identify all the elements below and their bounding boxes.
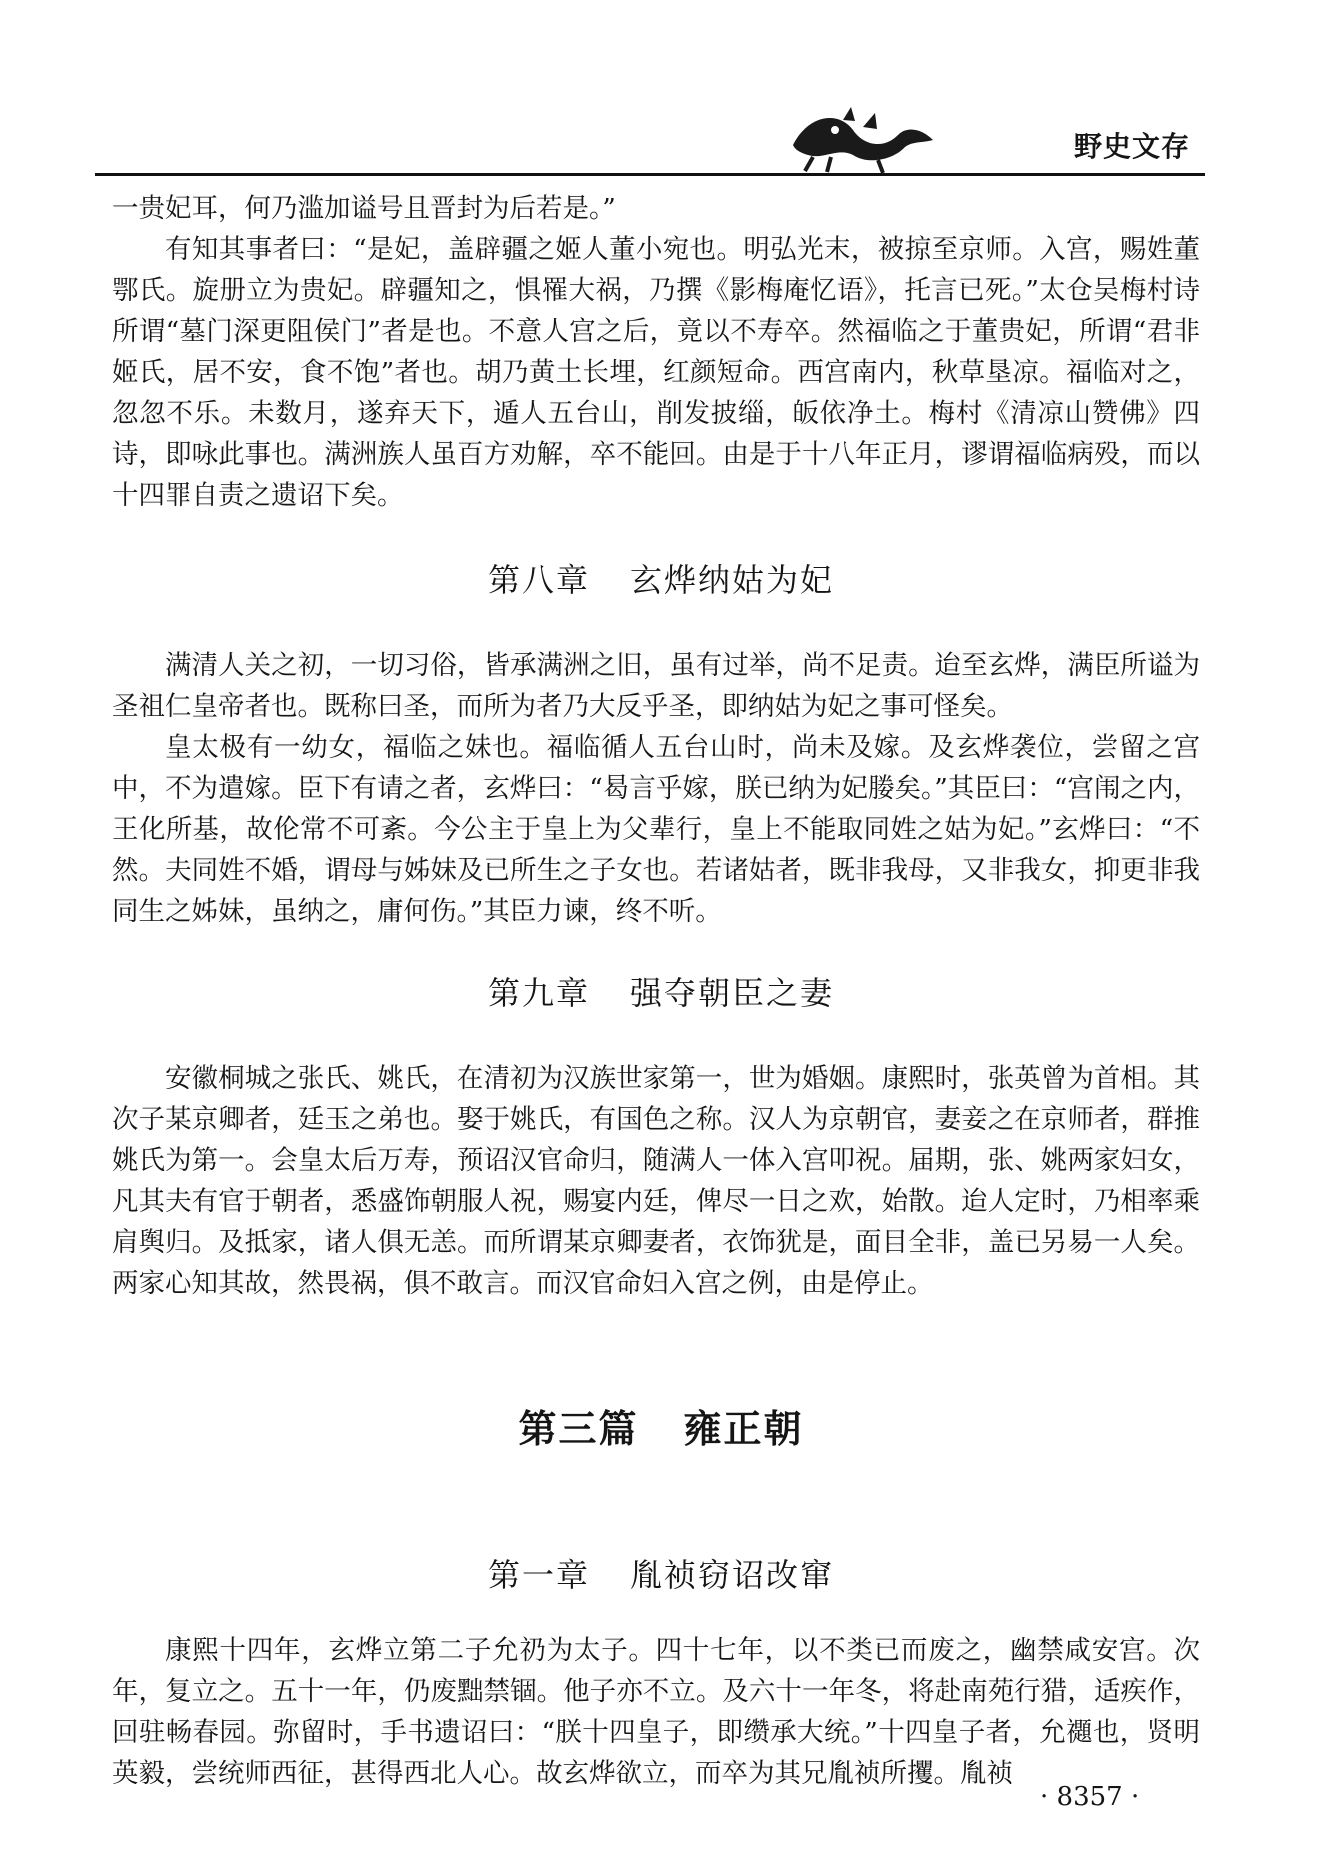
paragraph: 有知其事者曰：“是妃，盖辟疆之姬人董小宛也。明弘光末，被掠至京师。入宫，赐姓董鄂氏。旋册立为贵妃。辟疆知之，惧罹大祸，乃撰《影梅庵忆语》，托言已死。”太仓吴梅村诗所谓“墓门深更阻侯门”者是也。不意人宫之后，竟以不寿卒。然福临之于董贵妃，所谓“君非姬氏，居不安，食不饱”者也。胡乃黄土长埋，红颜短命。西宫南内，秋草垦凉。福临对之，忽忽不乐。未数月，遂弃天下，遁人五台山，削发披缁，皈依净土。梅村《清凉山赞佛》四诗，即咏此事也。满洲族人虽百方劝解，卒不能回。由是于十八年正月，谬谓福临病殁，而以十四罪自责之遗诏下矣。 xyxy=(112,234,1200,511)
chapter-title: 强夺朝臣之妻 xyxy=(630,974,835,1012)
chapter-body xyxy=(112,1630,1200,1794)
chapter-number: 第九章 xyxy=(487,974,590,1012)
chapter-number: 第一章 xyxy=(487,1556,590,1594)
part-number: 第三篇 xyxy=(518,1407,639,1451)
page-number: · 8357 · xyxy=(1040,1782,1140,1812)
paragraph: 满清人关之初，一切习俗，皆承满洲之旧，虽有过举，尚不足责。迨至玄烨，满臣所谥为圣祖仁皇帝者也。既称曰圣，而所为者乃大反乎圣，即纳姑为妃之事可怪矣。 xyxy=(112,650,1200,722)
chapter-heading xyxy=(0,1550,1322,1596)
section-continuation xyxy=(112,188,1200,516)
series-title: 野史文存 xyxy=(1073,130,1190,163)
chapter-heading xyxy=(0,968,1322,1014)
header-rule xyxy=(95,173,1205,176)
part-title: 雍正朝 xyxy=(683,1407,804,1451)
paragraph: 皇太极有一幼女，福临之妹也。福临循人五台山时，尚未及嫁。及玄烨袭位，尝留之宫中，不为遣嫁。臣下有请之者，玄烨曰：“曷言乎嫁，朕已纳为妃媵矣。”其臣曰：“宫闱之内，王化所基，故伦常不可紊。今公主于皇上为父辈行，皇上不能取同姓之姑为妃。”玄烨曰：“不然。夫同姓不婚，谓母与姊妹及已所生之子女也。若诸姑者，既非我母，又非我女，抑更非我同生之姊妹，虽纳之，庸何伤。”其臣力谏，终不听。 xyxy=(112,732,1200,927)
part-heading xyxy=(0,1398,1322,1453)
chapter-title: 玄烨纳姑为妃 xyxy=(630,561,835,599)
chapter-body xyxy=(112,1058,1200,1304)
paragraph: 康熙十四年，玄烨立第二子允礽为太子。四十七年，以不类已而废之，幽禁咸安宫。次年，复立之。五十一年，仍废黜禁锢。他子亦不立。及六十一年冬，将赴南苑行猎，适疾作，回驻畅春园。弥留时，手书遗诏曰：“朕十四皇子，即缵承大统。”十四皇子者，允禵也，贤明英毅，尝统师西征，甚得西北人心。故玄烨欲立，而卒为其兄胤祯所攫。胤祯 xyxy=(112,1635,1200,1789)
chapter-number: 第八章 xyxy=(487,561,590,599)
chapter-title: 胤祯窃诏改窜 xyxy=(630,1556,835,1594)
running-header xyxy=(95,105,1205,185)
dragon-emblem-icon xyxy=(783,105,943,175)
paragraph: 安徽桐城之张氏、姚氏，在清初为汉族世家第一，世为婚姻。康熙时，张英曾为首相。其次子某京卿者，廷玉之弟也。娶于姚氏，有国色之称。汉人为京朝官，妻妾之在京师者，群推姚氏为第一。会皇太后万寿，预诏汉官命归，随满人一体入宫叩祝。届期，张、姚两家妇女，凡其夫有官于朝者，悉盛饰朝服人祝，赐宴内廷，俾尽一日之欢，始散。迨人定时，乃相率乘肩舆归。及抵家，诸人俱无恙。而所谓某京卿妻者，衣饰犹是，面目全非，盖已另易一人矣。两家心知其故，然畏祸，俱不敢言。而汉官命妇入宫之例，由是停止。 xyxy=(112,1063,1200,1299)
paragraph: 一贵妃耳，何乃滥加谥号且晋封为后若是。” xyxy=(112,193,616,224)
chapter-heading xyxy=(0,555,1322,601)
chapter-body xyxy=(112,645,1200,932)
